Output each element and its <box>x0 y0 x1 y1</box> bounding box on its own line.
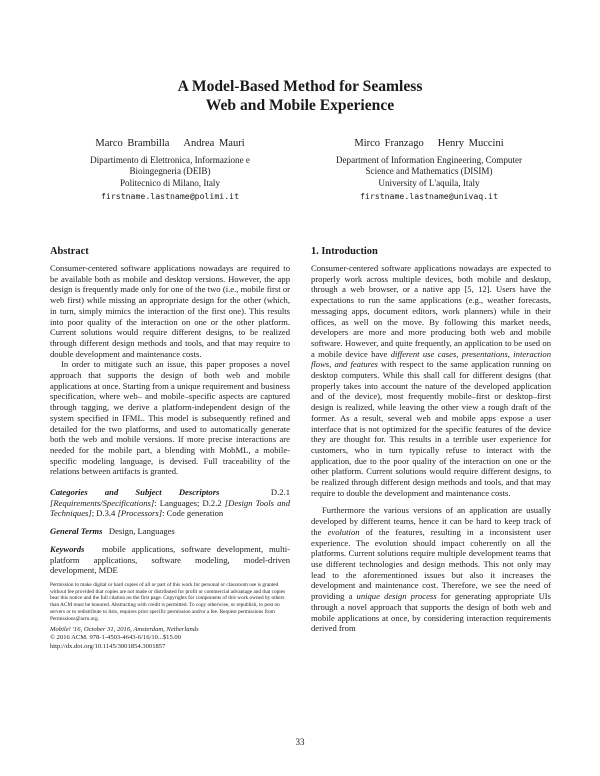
author-block-polimi <box>45 137 295 203</box>
category-tail: : Languages; <box>154 497 200 508</box>
category-code: D.3.4 <box>96 508 116 519</box>
left-column <box>50 246 290 651</box>
venue-info <box>50 626 290 651</box>
affiliation-line: Science and Mathematics (DISIM) <box>365 166 493 177</box>
copyright-line: © 2016 ACM. 978-1-4503-4643-6/16/10...$15.00 <box>50 634 182 642</box>
author-name: Henry Muccini <box>437 138 504 149</box>
intro-heading: 1. Introduction <box>311 246 378 257</box>
general-terms-section <box>50 526 290 537</box>
intro-paragraph <box>311 263 551 498</box>
categories-section <box>50 487 290 519</box>
paper-title <box>0 77 600 115</box>
affiliation-line: Bioingegneria (DEIB) <box>129 166 211 177</box>
general-terms-heading: General Terms <box>50 526 103 537</box>
category-code: D.2.2 <box>202 497 222 508</box>
title-line-1: A Model-Based Method for Seamless <box>177 78 423 95</box>
author-email: firstname.lastname@polimi.it <box>100 191 240 202</box>
doi-link[interactable]: http://dx.doi.org/10.1145/3001854.3001857 <box>50 642 166 650</box>
text-run: Consumer-centered software applications nowadays are expected to properly work across multiple devices, both mobile and desktop, through a web browser, or a native app [5, 12]. Users have the expectations to run the same applications (e.g., weather forecasts, messaging apps, document editors, work planners) while in their offices, as well on the move. By following this market needs, developers are more and more producing both web and mobile software. However, and quite frequently, an application to be used on a mobile device have <box>311 263 551 359</box>
category-name: [Processors] <box>117 508 163 519</box>
keywords-text: mobile applications, software development, multi-platform applications, software modeling, model-driven development, MDE <box>50 543 291 576</box>
text-run: with respect to the same application running on desktop computers. While this shall call for different designs (that properly takes into account the nature of the developed application and of the device), most frequently mobile–first or desktop–first design is realized, while leaving the other view a rough draft of the former. As a result, several web and mobile apps expose a user interface that is not optimized for the specific features of the device they are thought for. This results in a terrible user experience for customers, who in turn typically refuse to interact with the application, due to the poor quality of the interaction on one or the other platform. Current solutions would require different designs, to be realized through different design methods and tools, and that may require to double the development and maintenance costs. <box>311 359 551 498</box>
emphasis: evolution <box>327 526 360 537</box>
affiliation-line: University of L'aquila, Italy <box>378 177 480 188</box>
text-run: for generating appropriate UIs through a novel approach that supports the design of both web and mobile applications at once, by considering interaction requirements derived from <box>311 591 552 634</box>
category-name: [Requirements/Specifications] <box>50 497 155 508</box>
affiliation-line: Politecnico di Milano, Italy <box>119 177 220 188</box>
general-terms-text: Design, Languages <box>108 526 175 537</box>
affiliation-line: Department of Information Engineering, Computer <box>335 155 523 165</box>
categories-heading: Categories and Subject Descriptors <box>50 487 220 498</box>
keywords-section <box>50 544 290 576</box>
abstract-paragraph: Consumer-centered software applications nowadays are required to be available both as mobile and desktop versions. However, the app design is frequently made only for one of the two (i.e., mobile first or web first) while missing an appropriate design for the other (which, in turn, simply mimics the interaction of the first one). This results into poor quality of the interaction on one or the other platform. Current solutions would require different designs, to be realized through different design methods and tools, and that may require to double development and maintenance costs. <box>50 263 290 359</box>
author-name: Marco Brambilla <box>95 138 170 149</box>
right-column <box>311 246 551 634</box>
category-tail: ; <box>91 508 95 519</box>
author-names <box>304 137 554 151</box>
author-names <box>45 137 295 151</box>
author-name: Andrea Mauri <box>183 138 245 149</box>
author-email: firstname.lastname@univaq.it <box>359 191 499 202</box>
category-tail: : Code generation <box>162 508 224 519</box>
category-name: [Design Tools and Techniques] <box>50 497 290 519</box>
page-number: 33 <box>295 737 305 747</box>
affiliation-line: Dipartimento di Elettronica, Informazione e <box>90 155 250 165</box>
title-line-2: Web and Mobile Experience <box>205 97 395 114</box>
intro-paragraph <box>311 505 551 633</box>
text-run: of the features, resulting in a inconsistent user experience. The evolution should impact coherently on all the platforms. Current solutions require multiple development teams that use different technologies and design methods. This not only may lead to the aforementioned issues but also it increases the development and maintenance cost. Therefore, we see the need of providing a <box>311 526 551 602</box>
author-block-univaq <box>304 137 554 203</box>
keywords-heading: Keywords <box>50 543 85 554</box>
abstract-paragraph: In order to mitigate such an issue, this paper proposes a novel approach that supports the design of both web and mobile applications at once. Starting from a unique requirement and business specification, where web– and mobile–specific aspects are captured through tagging, we derive a platform-independent design of the system specified in IFML. This model is subsequently refined and detailed for the two platforms, and used to automatically generate both the web and mobile versions. If more precise interactions are needed for the mobile part, a blending with MobML, a mobile-specific modeling language, is devised. Full traceability of the relations between artifacts is granted. <box>50 359 290 477</box>
abstract-heading: Abstract <box>50 246 89 257</box>
author-name: Mirco Franzago <box>354 138 424 149</box>
emphasis: unique design process <box>356 591 437 602</box>
text-run: Furthermore the various versions of an application are usually developed by different teams, hence it can be hard to keep track of the <box>311 505 551 537</box>
emphasis: different use cases, presentations, interaction flows, and features <box>311 348 551 370</box>
permission-notice: Permission to make digital or hard copies of all or part of this work for personal or classroom use is granted without fee provided that copies are not made or distributed for profit or commercial advantage and that copies bear this notice and the full citation on the first page. Copyrights for components of this work owned by others than ACM must be honored. Abstracting with credit is permitted. To copy otherwise, or republish, to post on servers or to redistribute to lists, requires prior specific permission and/or a fee. Request permissions from Permissions@acm.org. <box>50 581 286 622</box>
category-code: D.2.1 <box>270 487 290 498</box>
venue-line: Mobile! '16, October 31, 2016, Amsterdam, Netherlands <box>50 626 199 634</box>
